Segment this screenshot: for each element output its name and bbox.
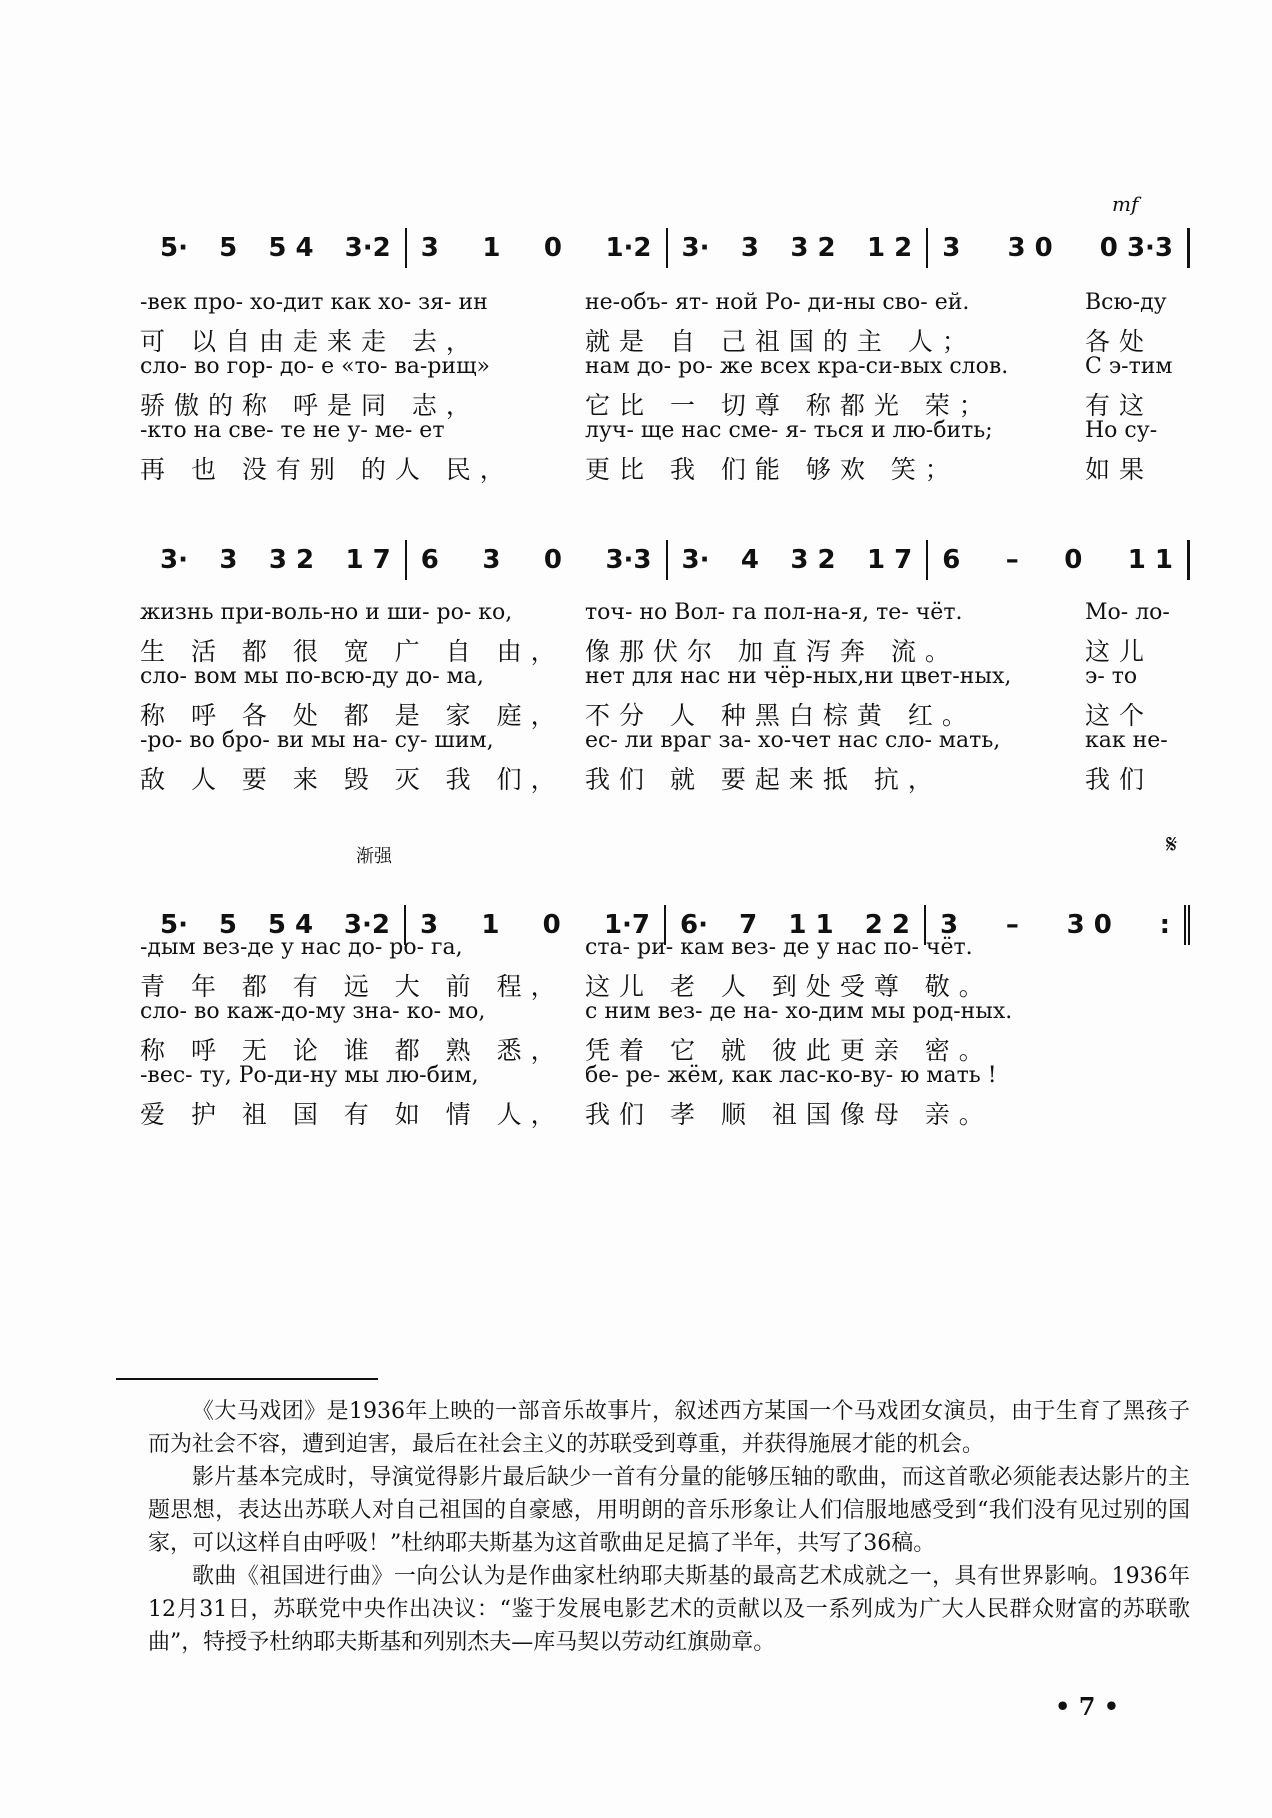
lyric-phrase: 称 呼 各 处 都 是 家 庭，	[140, 701, 565, 730]
lyric-line-russian	[140, 999, 1200, 1029]
lyric-line-russian	[140, 728, 1200, 758]
note-group: 3 2	[268, 545, 315, 575]
lyric-phrase: 像那伏尔 加直泻奔 流。	[585, 637, 959, 666]
lyric-phrase: нам до- ро- же всех кра-си-вых слов.	[585, 354, 1009, 379]
note-group: 6	[420, 545, 439, 575]
lyric-line-chinese	[140, 386, 1200, 420]
lyric-phrase: 这儿 老 人 到处受尊 敬。	[585, 972, 993, 1001]
note-group: 3	[219, 545, 238, 575]
measure	[668, 228, 929, 268]
note-group: 3·	[681, 545, 710, 575]
lyric-phrase: -вес- ту, Ро-ди-ну мы лю-бим,	[140, 1063, 479, 1088]
lyric-phrase: 爱 护 祖 国 有 如 情 人，	[140, 1100, 565, 1129]
note-group: 1	[481, 910, 500, 940]
lyric-phrase: -ро- во бро- ви мы на- су- шим,	[140, 728, 494, 753]
lyric-phrase: 再 也 没有别 的人 民，	[140, 455, 514, 484]
lyric-line-chinese	[140, 322, 1200, 356]
note-group: 1 1	[1127, 545, 1173, 575]
lyric-line-chinese	[140, 967, 1200, 1001]
lyric-line-chinese	[140, 450, 1200, 484]
lyric-phrase: -кто на све- те не у- ме- ет	[140, 418, 445, 443]
lyric-line-russian	[140, 1063, 1200, 1093]
note-group: 7	[739, 910, 758, 940]
notation-row	[160, 540, 1190, 580]
lyric-phrase: Но су-	[1085, 418, 1158, 443]
lyric-line-russian	[140, 354, 1200, 384]
note-group: 3 0	[1007, 233, 1053, 263]
note-group: 3 2	[790, 233, 836, 263]
segno-sign: 𝄋	[1166, 830, 1178, 860]
note-group: 1 2	[867, 233, 913, 263]
note-group: 3·	[681, 233, 710, 263]
note-group: 5·	[160, 910, 188, 940]
note-group: 3·2	[343, 910, 390, 940]
note-group: 1·7	[603, 910, 650, 940]
note-group: 3	[420, 233, 439, 263]
lyric-phrase: 这儿	[1085, 637, 1154, 666]
footnote-paragraph: 歌曲《祖国进行曲》一向公认为是作曲家杜纳耶夫斯基的最高艺术成就之一，具有世界影响。1936年12月31日，苏联党中央作出决议：“鉴于发展电影艺术的贡献以及一系列成为广大人民群众财富的苏联歌曲”，特授予杜纳耶夫斯基和列别杰夫—库马契以劳动红旗勋章。	[148, 1564, 1190, 1655]
dynamic-crescendo: 渐强	[356, 846, 392, 867]
measure	[407, 540, 668, 580]
note-group: 5 4	[268, 233, 314, 263]
lyric-phrase: 我们 孝 顺 祖国像母 亲。	[585, 1100, 993, 1129]
lyric-line-chinese	[140, 1031, 1200, 1065]
lyric-phrase: нет для нас ни чёр-ных,ни цвет-ных,	[585, 664, 1012, 689]
footnote-paragraph: 影片基本完成时，导演觉得影片最后缺少一首有分量的能够压轴的歌曲，而这首歌必须能表达影片的主题思想，表达出苏联人对自己祖国的自豪感，用明朗的音乐形象让人们信服地感受到“我们没有见过别的国家，可以这样自由呼吸！”杜纳耶夫斯基为这首歌曲足足搞了半年，共写了36稿。	[148, 1465, 1190, 1556]
note-group: 3·3	[605, 545, 652, 575]
note-group: 0	[1064, 545, 1083, 575]
measure	[160, 540, 407, 580]
lyric-phrase: 敌 人 要 来 毁 灭 我 们，	[140, 765, 565, 794]
lyric-phrase: э- то	[1085, 664, 1138, 689]
lyric-phrase: не-объ- ят- ной Ро- ди-ны сво- ей.	[585, 290, 970, 315]
lyric-phrase: 如果	[1085, 455, 1154, 484]
note-group: 5	[219, 233, 238, 263]
lyric-phrase: 不分 人 种黑白棕黄 红。	[585, 701, 976, 730]
lyric-phrase: -век про- хо-дит как хо- зя- ин	[140, 290, 488, 315]
note-group: 4	[740, 545, 759, 575]
lyric-phrase: 生 活 都 很 宽 广 自 由，	[140, 637, 565, 666]
measure	[668, 540, 929, 580]
lyric-phrase: -дым вез-де у нас до- ро- га,	[140, 935, 463, 960]
note-group: 3·	[160, 545, 188, 575]
lyric-phrase: сло- во гор- до- е «то- ва-рищ»	[140, 354, 491, 379]
lyric-phrase: сло- вом мы по-всю-ду до- ма,	[140, 664, 484, 689]
lyric-line-chinese	[140, 1095, 1200, 1129]
lyric-line-russian	[140, 418, 1200, 448]
note-group: 1·2	[605, 233, 652, 263]
lyric-phrase: как не-	[1085, 728, 1168, 753]
note-group: 6	[942, 545, 961, 575]
note-group: 0	[543, 545, 562, 575]
note-group: 3 0	[1066, 910, 1112, 940]
note-group: 3	[942, 233, 961, 263]
note-group: 1 1	[788, 910, 834, 940]
lyric-phrase: 可 以自由走来走 去，	[140, 327, 480, 356]
lyric-phrase: 骄傲的称 呼是同 志，	[140, 391, 480, 420]
note-group: 2 2	[864, 910, 910, 940]
lyric-phrase: 它比 一 切尊 称都光 荣；	[585, 391, 993, 420]
lyric-phrase: 有这	[1085, 391, 1154, 420]
note-group: 5 4	[267, 910, 314, 940]
lyric-phrase: 凭着 它 就 彼此更亲 密。	[585, 1036, 993, 1065]
lyric-phrase: Всю-ду	[1085, 290, 1167, 315]
lyric-line-russian	[140, 935, 1200, 965]
lyric-phrase: 这个	[1085, 701, 1154, 730]
lyric-phrase: 更比 我 们能 够欢 笑；	[585, 455, 959, 484]
note-group: 3	[420, 910, 439, 940]
note-group: 3·2	[344, 233, 391, 263]
lyric-line-russian	[140, 290, 1200, 320]
note-group: 5·	[160, 233, 188, 263]
note-group: 0	[542, 910, 561, 940]
lyric-phrase: Мо- ло-	[1085, 600, 1170, 625]
note-group: :	[1159, 910, 1170, 940]
measure	[407, 228, 668, 268]
note-group: –	[1005, 910, 1019, 940]
note-group: 3	[740, 233, 759, 263]
lyric-phrase: 就是 自 己祖国的主 人；	[585, 327, 976, 356]
lyric-phrase: бе- ре- жём, как лас-ко-ву- ю мать !	[585, 1063, 997, 1088]
lyric-phrase: жизнь при-воль-но и ши- ро- ко,	[140, 600, 513, 625]
dynamic-mf: mf	[1112, 192, 1139, 216]
lyric-phrase: точ- но Вол- га пол-на-я, те- чёт.	[585, 600, 963, 625]
lyric-phrase: ста- ри- кам вез- де у нас по- чёт.	[585, 935, 973, 960]
footnote	[148, 1395, 1190, 1659]
lyric-phrase: ес- ли враг за- хо-чет нас сло- мать,	[585, 728, 1001, 753]
footnote-rule	[116, 1378, 378, 1380]
note-group: 5	[218, 910, 237, 940]
note-group: 6·	[680, 910, 708, 940]
lyric-phrase: луч- ще нас сме- я- ться и лю-бить;	[585, 418, 993, 443]
lyric-line-chinese	[140, 632, 1200, 666]
lyric-phrase: 我们	[1085, 765, 1154, 794]
note-group: 0	[543, 233, 562, 263]
lyric-phrase: 青 年 都 有 远 大 前 程，	[140, 972, 565, 1001]
lyric-line-chinese	[140, 760, 1200, 794]
note-group: 0 3·3	[1099, 233, 1173, 263]
lyric-phrase: 称 呼 无 论 谁 都 熟 悉，	[140, 1036, 565, 1065]
measure	[928, 540, 1190, 580]
footnote-paragraph: 《大马戏团》是1936年上映的一部音乐故事片，叙述西方某国一个马戏团女演员，由于生育了黑孩子而为社会不容，遭到迫害，最后在社会主义的苏联受到尊重，并获得施展才能的机会。	[148, 1399, 1190, 1457]
page-number: • 7 •	[1055, 1692, 1120, 1721]
note-group: 3 2	[790, 545, 836, 575]
measure	[928, 228, 1190, 268]
lyric-line-chinese	[140, 696, 1200, 730]
lyric-phrase: сло- во каж-до-му зна- ко- мо,	[140, 999, 486, 1024]
note-group: 1	[482, 233, 501, 263]
lyric-line-russian	[140, 664, 1200, 694]
lyric-line-russian	[140, 600, 1200, 630]
note-group: –	[1005, 545, 1019, 575]
note-group: 3	[940, 910, 959, 940]
lyric-phrase: 各处	[1085, 327, 1154, 356]
lyric-phrase: 我们 就 要起来抵 抗，	[585, 765, 942, 794]
measure	[160, 228, 407, 268]
note-group: 3	[482, 545, 501, 575]
note-group: 1 7	[867, 545, 913, 575]
notation-row	[160, 228, 1190, 268]
lyric-phrase: с ним вез- де на- хо-дим мы род-ных.	[585, 999, 1013, 1024]
note-group: 1 7	[345, 545, 391, 575]
lyric-phrase: С э-тим	[1085, 354, 1173, 379]
